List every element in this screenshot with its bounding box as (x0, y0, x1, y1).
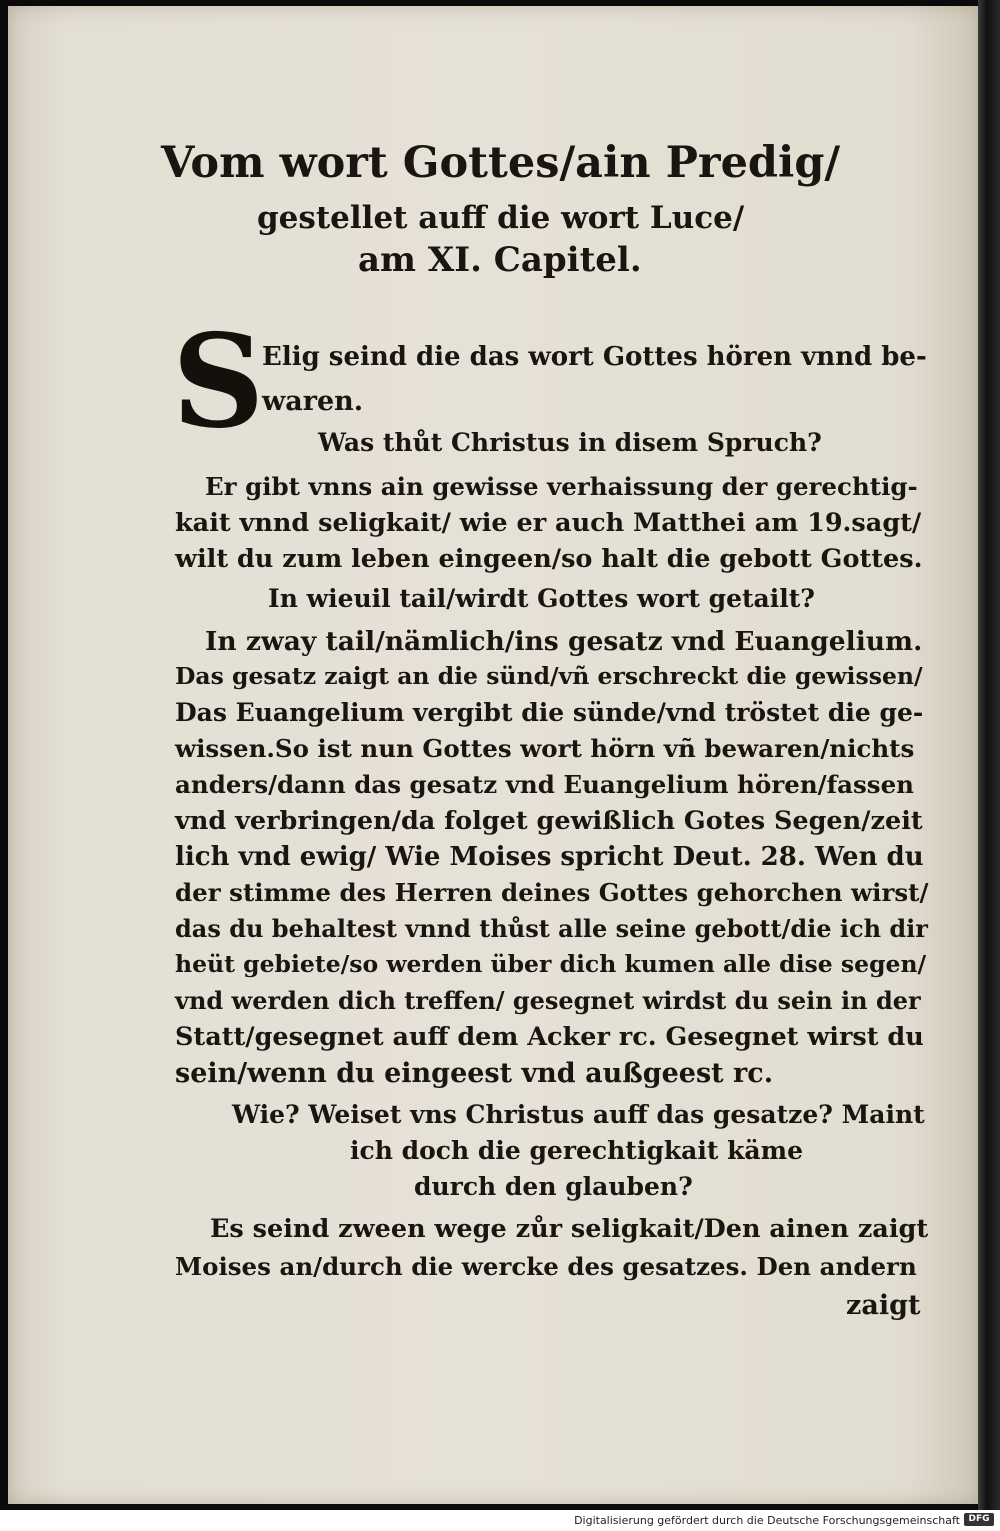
text-line: das du behaltest vnnd thůst alle seine gebott/die ich dir (175, 914, 928, 943)
title-line-2: gestellet auff die wort Luce/ (257, 200, 745, 236)
question-heading: In wieuil tail/wirdt Gottes wort getailt? (268, 584, 815, 613)
dfg-logo: DFG (964, 1513, 994, 1526)
text-line: In zway tail/nämlich/ins gesatz vnd Euangelium. (205, 626, 923, 657)
text-line: wilt du zum leben eingeen/so halt die gebott Gottes. (175, 544, 923, 574)
text-line: kait vnnd seligkait/ wie er auch Matthei am 19.sagt/ (175, 508, 922, 538)
text-line: Moises an/durch die wercke des gesatzes. Den andern (175, 1252, 917, 1281)
text-line: vnd werden dich treffen/ gesegnet wirdst du sein in der (175, 986, 921, 1015)
text-line: wissen.So ist nun Gottes wort hörn vñ bewaren/nichts (175, 734, 915, 763)
text-line: waren. (262, 386, 364, 417)
text-line: Das gesatz zaigt an die sünd/vñ erschreckt die gewissen/ (175, 662, 923, 690)
title-line-3: am XI. Capitel. (358, 240, 642, 280)
question-heading: durch den glauben? (414, 1172, 693, 1201)
digitization-credit: Digitalisierung gefördert durch die Deutsche Forschungsgemeinschaft (574, 1514, 960, 1527)
catchword: zaigt (846, 1290, 921, 1321)
question-heading: Was thůt Christus in disem Spruch? (318, 428, 822, 457)
question-heading: ich doch die gerechtigkait käme (350, 1136, 803, 1165)
text-line: Statt/gesegnet auff dem Acker rc. Gesegnet wirst du (175, 1022, 924, 1052)
text-line: heüt gebiete/so werden über dich kumen alle dise segen/ (175, 950, 927, 978)
text-line: lich vnd ewig/ Wie Moises spricht Deut. 28. Wen du (175, 842, 924, 872)
text-line: Er gibt vnns ain gewisse verhaissung der gerechtig- (205, 472, 918, 501)
page-binding-edge (978, 0, 1000, 1510)
drop-cap-initial: S (172, 307, 265, 457)
text-line: anders/dann das gesatz vnd Euangelium hören/fassen (175, 770, 914, 799)
text-line: sein/wenn du eingeest vnd außgeest rc. (175, 1058, 774, 1089)
title-line-1: Vom wort Gottes/ain Predig/ (161, 138, 841, 188)
text-line: Das Euangelium vergibt die sünde/vnd tröstet die ge- (175, 698, 924, 727)
text-line: der stimme des Herren deines Gottes gehorchen wirst/ (175, 878, 929, 907)
text-line: vnd verbringen/da folget gewißlich Gotes Segen/zeit (175, 806, 923, 836)
text-line: Elig seind die das wort Gottes hören vnnd be- (262, 342, 927, 372)
question-heading: Wie? Weiset vns Christus auff das gesatze? Maint (232, 1100, 925, 1129)
text-line: Es seind zween wege zůr seligkait/Den ainen zaigt (210, 1214, 929, 1244)
